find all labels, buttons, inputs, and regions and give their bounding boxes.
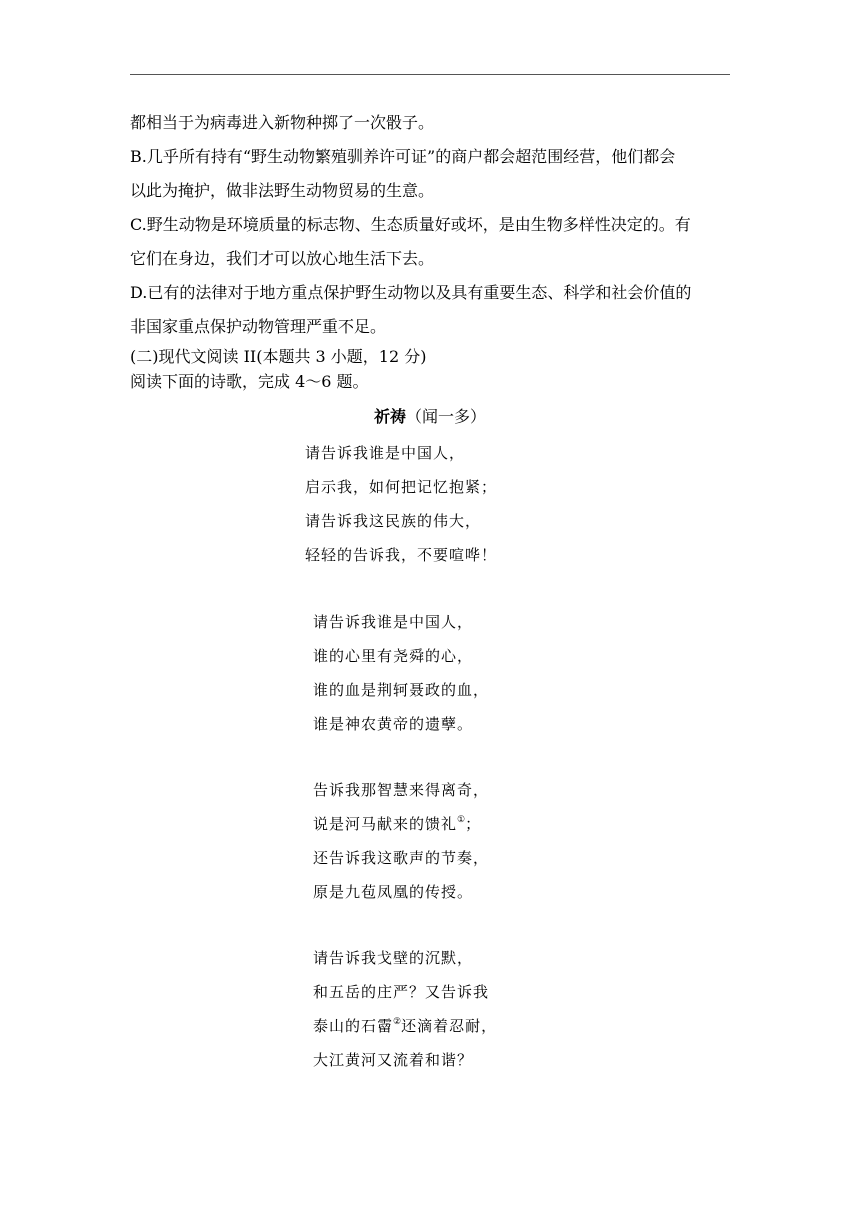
poem-stanza-1 (305, 436, 497, 572)
option-c-line-1: C.野生动物是环境质量的标志物、生态质量好或坏，是由生物多样性决定的。有 (130, 215, 691, 234)
poem-line: 还告诉我这歌声的节奏， (313, 849, 490, 867)
option-b-line-2: 以此为掩护，做非法野生动物贸易的生意。 (130, 181, 435, 200)
poem-line: 谁的血是荆轲聂政的血， (313, 681, 490, 699)
poem-line: 请告诉我这民族的伟大， (305, 512, 482, 530)
poem-author: （闻一多） (406, 407, 487, 426)
poem-title (0, 405, 860, 429)
poem-line: 请告诉我戈壁的沉默， (313, 949, 474, 967)
option-c-line-2: 它们在身边，我们才可以放心地生活下去。 (130, 249, 435, 268)
poem-line: 原是九苞凤凰的传授。 (313, 883, 474, 901)
poem-line: 大江黄河又流着和谐？ (313, 1051, 474, 1069)
option-c (130, 208, 732, 276)
section-instruction: 阅读下面的诗歌，完成 4～6 题。 (130, 372, 369, 391)
header-rule (130, 74, 730, 75)
poem-line (313, 1009, 497, 1043)
poem-line: 和五岳的庄严？又告诉我 (313, 983, 490, 1001)
footnote-marker-1: ① (457, 815, 466, 825)
poem-line: 告诉我那智慧来得离奇， (313, 781, 490, 799)
poem-line (313, 807, 489, 841)
passage-continuation: 都相当于为病毒进入新物种掷了一次骰子。 (130, 113, 435, 132)
option-d (130, 276, 732, 344)
footnote-marker-2: ② (393, 1017, 402, 1027)
option-d-line-2: 非国家重点保护动物管理严重不足。 (130, 317, 387, 336)
option-d-line-1: D.已有的法律对于地方重点保护野生动物以及具有重要生态、科学和社会价值的 (130, 283, 692, 302)
section-heading: (二)现代文阅读 II(本题共 3 小题，12 分) (130, 347, 427, 366)
poem-line-text: 说是河马献来的馈礼 (313, 815, 458, 833)
poem-line: 谁是神农黄帝的遗孽。 (313, 715, 474, 733)
option-b-line-1: B.几乎所有持有“野生动物繁殖驯养许可证”的商户都会超范围经营，他们都会 (130, 147, 676, 166)
poem-line-punctuation: ； (465, 815, 482, 833)
poem-stanza-4 (313, 941, 497, 1077)
option-b (130, 140, 732, 208)
poem-line: 轻轻的告诉我，不要喧哗！ (305, 546, 498, 564)
poem-title-text: 祈祷 (373, 407, 406, 426)
poem-line: 请告诉我谁是中国人， (313, 613, 474, 631)
poem-line-text: 泰山的石霤 (313, 1017, 394, 1035)
poem-line-text: 还滴着忍耐， (401, 1017, 498, 1035)
poem-stanza-2 (313, 605, 489, 741)
poem-stanza-3 (313, 773, 489, 909)
poem-line: 谁的心里有尧舜的心， (313, 647, 474, 665)
poem-line: 启示我，如何把记忆抱紧； (305, 478, 498, 496)
poem-line: 请告诉我谁是中国人， (305, 444, 466, 462)
